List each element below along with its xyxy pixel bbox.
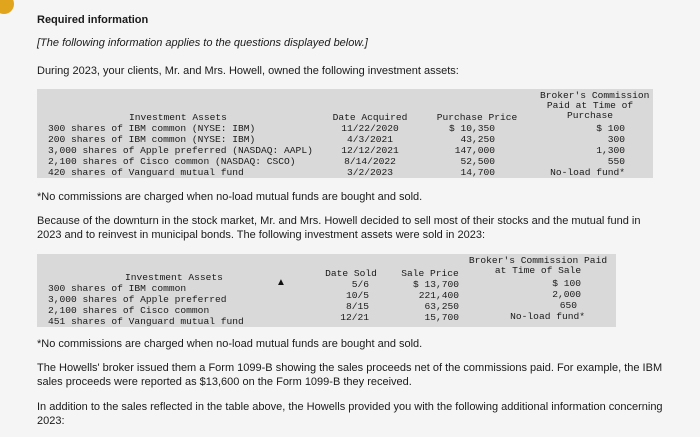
table-cell: 3/2/2023 xyxy=(346,167,394,178)
table-cell: 10/5 xyxy=(345,290,369,301)
table-cell: 11/22/2020 xyxy=(341,123,399,134)
table-cell: No-load fund* xyxy=(550,167,625,178)
table-row: 300 shares of IBM common (NYSE: IBM) xyxy=(48,123,256,134)
table-cell: 52,500 xyxy=(460,156,495,167)
table-row: 2,100 shares of Cisco common (NASDAQ: CSCO) xyxy=(48,156,296,167)
price-header: Purchase Price xyxy=(436,112,518,123)
commission-header-1: Broker's Commission Paid xyxy=(468,255,608,266)
table-row: 3,000 shares of Apple preferred xyxy=(48,294,227,305)
date-header: Date Sold xyxy=(325,268,377,279)
price-header: Sale Price xyxy=(401,268,459,279)
table-cell: No-load fund* xyxy=(510,311,585,322)
table-row: 300 shares of IBM common xyxy=(48,283,187,294)
assets-header: Investment Assets xyxy=(125,272,223,283)
table-cell: 300 xyxy=(607,134,625,145)
table-cell: 63,250 xyxy=(424,301,459,312)
table-cell: 4/3/2021 xyxy=(346,134,394,145)
table-cell: $ 100 xyxy=(552,278,581,289)
intro-text: During 2023, your clients, Mr. and Mrs. Howell, owned the following investment assets: xyxy=(37,65,459,77)
table-cell: 43,250 xyxy=(460,134,495,145)
section-title: Required information xyxy=(37,14,149,26)
paragraph-1099b: The Howells' broker issued them a Form 1099-B showing the sales proceeds net of the commissions paid. For example, the IBM sales proceeds were reported as $13,600 on the Form 1099-B they received. xyxy=(37,362,663,388)
table-cell: 12/21 xyxy=(340,312,369,323)
footnote-2: *No commissions are charged when no-load mutual funds are bought and sold. xyxy=(37,338,423,350)
alert-icon xyxy=(0,0,14,14)
commission-header-1: Broker's Commission xyxy=(540,90,650,101)
table-cell: 147,000 xyxy=(454,145,495,156)
commission-header-2: at Time of Sale xyxy=(494,265,582,276)
table-row: 2,100 shares of Cisco common xyxy=(48,305,210,316)
table-cell: 650 xyxy=(559,300,577,311)
table-cell: 550 xyxy=(607,156,625,167)
footnote-1: *No commissions are charged when no-load mutual funds are bought and sold. xyxy=(37,191,423,203)
table-cell: 1,300 xyxy=(596,145,625,156)
table-row: 200 shares of IBM common (NYSE: IBM) xyxy=(48,134,256,145)
table-cell: $ 100 xyxy=(596,123,625,134)
table-cell: 2,000 xyxy=(552,289,581,300)
paragraph-sales: Because of the downturn in the stock market, Mr. and Mrs. Howell decided to sell most of their stocks and the mutual fund in 2023 and to reinvest in municipal bonds. The following investment assets were sold in 2023: xyxy=(37,215,641,241)
table-row: 420 shares of Vanguard mutual fund xyxy=(48,167,244,178)
table-cell: 5/6 xyxy=(351,279,369,290)
section-note: [The following information applies to the questions displayed below.] xyxy=(37,37,368,49)
table-cell: $ 10,350 xyxy=(448,123,495,134)
paragraph-additional: In addition to the sales reflected in the table above, the Howells provided you with the following additional information concerning 2023: xyxy=(37,401,663,427)
table-cell: 12/12/2021 xyxy=(341,145,399,156)
table-cell: 14,700 xyxy=(460,167,495,178)
table-cell: 221,400 xyxy=(418,290,459,301)
table-cell: 8/14/2022 xyxy=(344,156,396,167)
acquired-assets-table xyxy=(37,89,653,178)
mouse-cursor-icon: ▲ xyxy=(276,277,286,288)
table-row: 451 shares of Vanguard mutual fund xyxy=(48,316,244,327)
sold-assets-table xyxy=(37,254,616,327)
assets-header: Investment Assets xyxy=(129,112,227,123)
date-header: Date Acquired xyxy=(332,112,408,123)
table-cell: 15,700 xyxy=(424,312,459,323)
table-row: 3,000 shares of Apple preferred (NASDAQ: AAPL) xyxy=(48,145,313,156)
commission-header-3: Purchase xyxy=(566,110,614,121)
commission-header-2: Paid at Time of xyxy=(546,100,634,111)
table-cell: $ 13,700 xyxy=(412,279,459,290)
table-cell: 8/15 xyxy=(345,301,369,312)
